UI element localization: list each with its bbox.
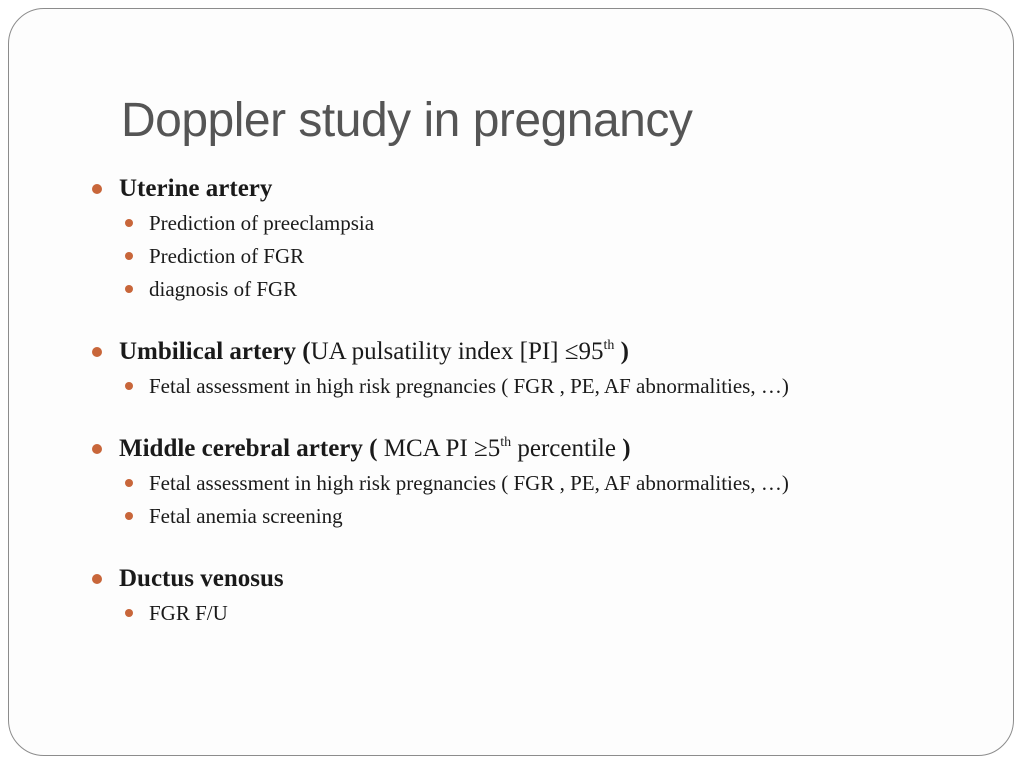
slide-frame (8, 8, 1014, 756)
bullet-level2 (89, 240, 989, 273)
section-detail-after: percentile (511, 435, 616, 462)
superscript: th (603, 338, 615, 353)
bullet-dot-icon (92, 184, 102, 194)
bullet-dot-icon (92, 444, 102, 454)
bullet-level1 (89, 561, 989, 597)
bullet-text: FGR F/U (149, 601, 228, 625)
section-close: ) (615, 435, 631, 462)
section-middle-cerebral-artery (89, 431, 989, 533)
bullet-text: Fetal assessment in high risk pregnancies ( FGR , PE, AF abnormalities, …) (149, 374, 789, 398)
section-close: ) (614, 338, 629, 365)
section-ductus-venosus (89, 561, 989, 630)
bullet-dot-icon (125, 285, 133, 293)
bullet-dot-icon (92, 574, 102, 584)
bullet-text: Fetal assessment in high risk pregnancies ( FGR , PE, AF abnormalities, …) (149, 471, 789, 495)
bullet-dot-icon (92, 347, 102, 357)
bullet-dot-icon (125, 609, 133, 617)
section-uterine-artery (89, 171, 989, 306)
bullet-level2 (89, 273, 989, 306)
bullet-text: diagnosis of FGR (149, 277, 298, 301)
section-heading: Umbilical artery ( (119, 338, 311, 365)
section-heading: Uterine artery (119, 175, 273, 202)
bullet-text: Prediction of preeclampsia (149, 211, 375, 235)
bullet-dot-icon (125, 382, 133, 390)
section-heading: Middle cerebral artery ( (119, 435, 384, 462)
bullet-level2 (89, 370, 989, 403)
bullet-level2 (89, 500, 989, 533)
bullet-level1 (89, 171, 989, 207)
section-heading: Ductus venosus (119, 565, 284, 592)
bullet-level1 (89, 431, 989, 467)
section-detail: MCA PI ≥5 (383, 435, 501, 462)
slide-title: Doppler study in pregnancy (121, 94, 693, 147)
bullet-dot-icon (125, 479, 133, 487)
section-umbilical-artery (89, 334, 989, 403)
superscript: th (500, 435, 512, 450)
bullet-level2 (89, 597, 989, 630)
bullet-level2 (89, 467, 989, 500)
bullet-text: Prediction of FGR (149, 244, 305, 268)
bullet-dot-icon (125, 512, 133, 520)
bullet-dot-icon (125, 252, 133, 260)
slide-body (89, 171, 989, 658)
bullet-level1 (89, 334, 989, 370)
bullet-level2 (89, 207, 989, 240)
bullet-dot-icon (125, 219, 133, 227)
bullet-text: Fetal anemia screening (149, 504, 343, 528)
section-detail: UA pulsatility index [PI] ≤95 (310, 338, 604, 365)
